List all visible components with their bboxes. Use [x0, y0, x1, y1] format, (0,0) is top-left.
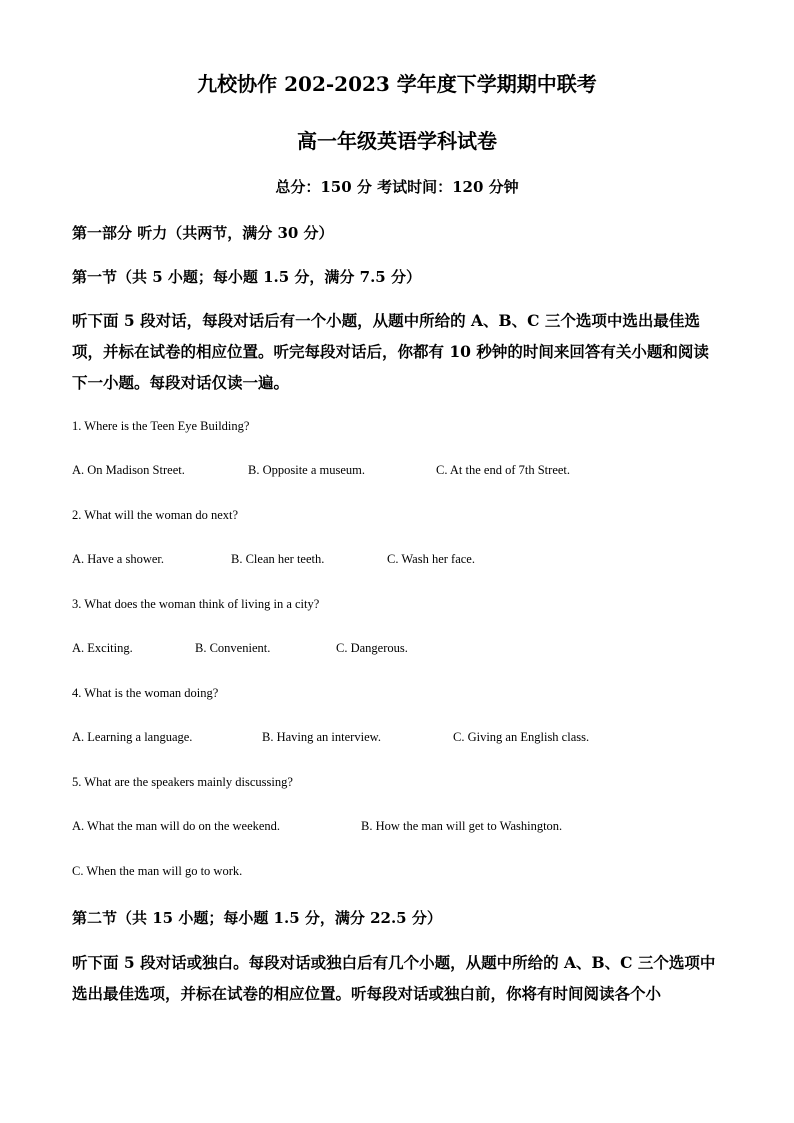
section1-instruction: 听下面 5 段对话，每段对话后有一个小题，从题中所给的 A、B、C 三个选项中选出最佳选项，并标在试卷的相应位置。听完每段对话后，你都有 10 秒钟的时间来回答有关小题和阅读下一小题。每段对话仅读一遍。: [72, 311, 709, 392]
question-stem: 3. What does the woman think of living in a city?: [72, 597, 320, 611]
section2-heading: 第二节（共 15 小题；每小题 1.5 分，满分 22.5 分）: [72, 909, 442, 927]
question-options: [72, 819, 722, 837]
question-options: [72, 641, 722, 659]
option-a: A. Exciting.: [72, 641, 133, 655]
option-c: C. Wash her face.: [387, 552, 475, 566]
question-options: [72, 552, 722, 570]
option-a: A. On Madison Street.: [72, 463, 185, 477]
question-options: [72, 730, 722, 748]
part1-heading: 第一部分 听力（共两节，满分 30 分）: [72, 224, 334, 242]
exam-subtitle: 高一年级英语学科试卷: [297, 129, 497, 153]
exam-title: 九校协作 202-2023 学年度下学期期中联考: [197, 72, 597, 96]
question-stem: 5. What are the speakers mainly discussing?: [72, 775, 293, 789]
option-a: A. Learning a language.: [72, 730, 193, 744]
question-stem: 4. What is the woman doing?: [72, 686, 219, 700]
option-b: B. How the man will get to Washington.: [361, 819, 563, 833]
option-c: C. When the man will go to work.: [72, 864, 243, 878]
section2-instruction: 听下面 5 段对话或独白。每段对话或独白后有几个小题，从题中所给的 A、B、C 三个选项中选出最佳选项，并标在试卷的相应位置。听每段对话或独白前，你将有时间阅读各个小: [72, 953, 716, 1003]
option-b: B. Opposite a museum.: [248, 463, 366, 477]
option-c: C. Giving an English class.: [453, 730, 590, 744]
exam-meta: 总分：150 分 考试时间：120 分钟: [275, 178, 519, 196]
option-b: B. Convenient.: [195, 641, 271, 655]
question-stem: 2. What will the woman do next?: [72, 508, 239, 522]
question-options: [72, 463, 722, 481]
option-b: B. Clean her teeth.: [231, 552, 325, 566]
section1-heading: 第一节（共 5 小题；每小题 1.5 分，满分 7.5 分）: [72, 268, 421, 286]
option-a: A. Have a shower.: [72, 552, 164, 566]
option-a: A. What the man will do on the weekend.: [72, 819, 281, 833]
option-c: C. At the end of 7th Street.: [436, 463, 571, 477]
option-c: C. Dangerous.: [336, 641, 408, 655]
option-b: B. Having an interview.: [262, 730, 381, 744]
question-stem: 1. Where is the Teen Eye Building?: [72, 419, 250, 433]
